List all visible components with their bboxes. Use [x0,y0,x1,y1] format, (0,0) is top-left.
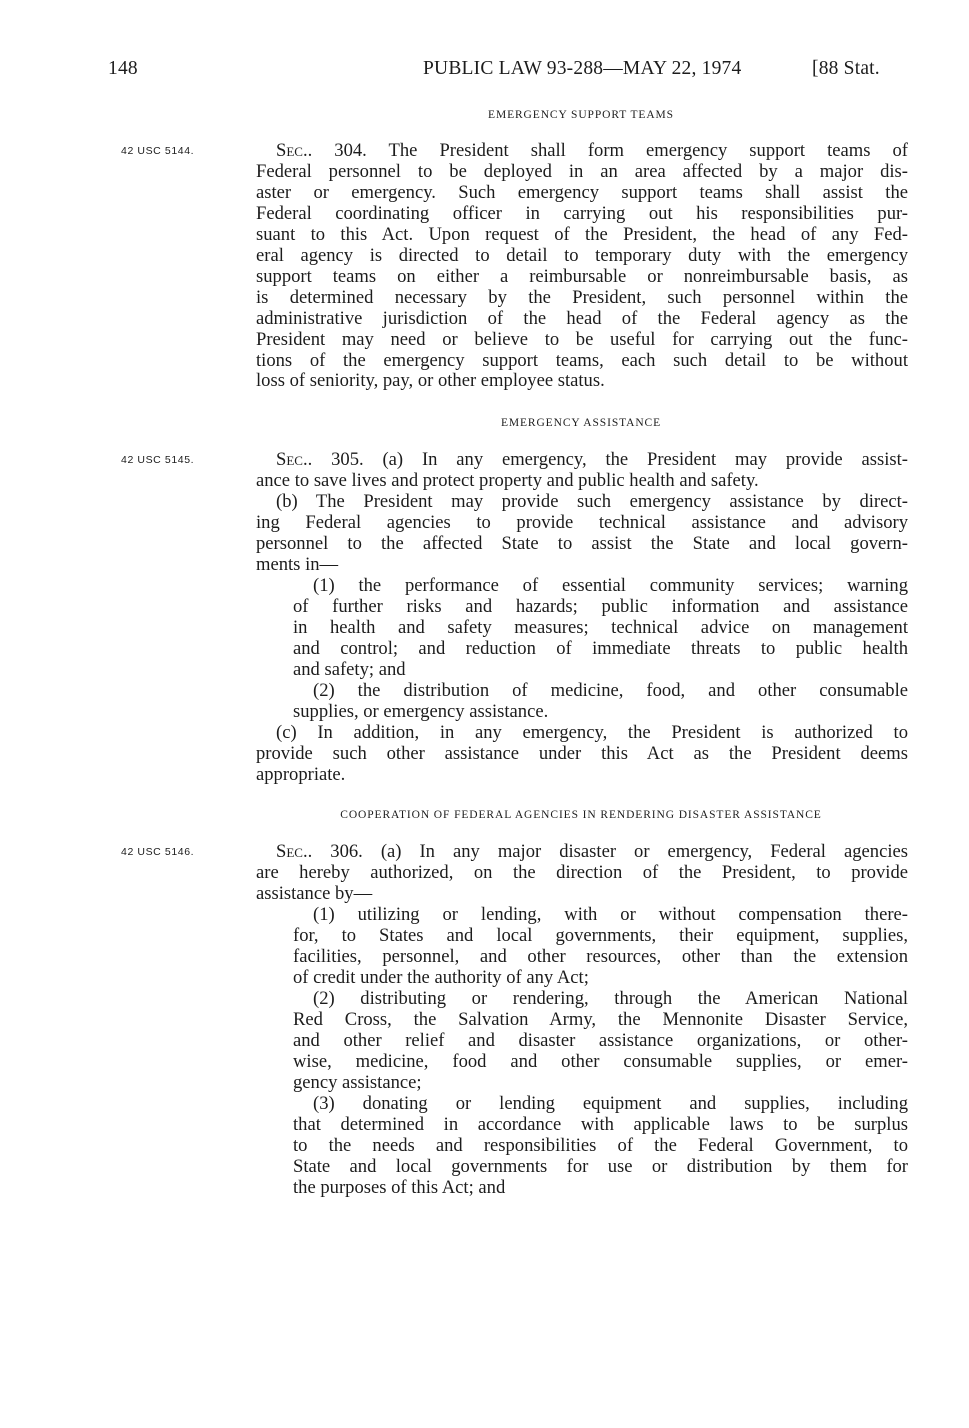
text-line: support teams on either a reimbursable or nonreimbursable basis, as [256,265,908,287]
text-line: Sec.. 306. (a) In any major disaster or emergency, Federal agencies [276,841,908,862]
text-line: supplies, or emergency assistance. [293,700,549,722]
text-line: Federal personnel to be deployed in an area affected by a major dis- [256,160,908,182]
text-line: loss of seniority, pay, or other employee status. [256,370,605,392]
section-305a-paragraph [256,450,908,492]
margin-citation: 42 USC 5146. [121,846,195,858]
text-line: (1) the performance of essential community services; warning [313,575,908,596]
margin-citation: 42 USC 5145. [121,454,195,466]
text-line: President may need or believe to be useful for carrying out the func- [256,328,908,350]
section-305c-paragraph [256,723,908,786]
text-line: to the needs and responsibilities of the Federal Government, to [293,1134,908,1156]
text-line: appropriate. [256,763,346,785]
text-line: for, to States and local governments, their equipment, supplies, [293,924,908,946]
text-line: (3) donating or lending equipment and supplies, including [313,1093,908,1114]
text-line: suant to this Act. Upon request of the President, the head of any Fed- [256,223,908,245]
section-305b1-paragraph [293,576,908,681]
section-heading: COOPERATION OF FEDERAL AGENCIES IN RENDERING DISASTER ASSISTANCE [340,809,822,821]
text-line: administrative jurisdiction of the head of the Federal agency as the [256,307,908,329]
running-title: PUBLIC LAW 93-288—MAY 22, 1974 [423,58,742,79]
statute-reference: [88 Stat. [812,58,880,79]
section-306a-paragraph [256,842,908,905]
text-line: Sec.. 305. (a) In any emergency, the President may provide assist- [276,449,908,470]
text-line: and other relief and disaster assistance organizations, or other- [293,1029,908,1051]
text-line: facilities, personnel, and other resources, other than the extension [293,945,908,967]
text-line: (2) the distribution of medicine, food, and other consumable [313,680,908,701]
section-label: Sec. [276,140,308,161]
text-line: wise, medicine, food and other consumable supplies, or emer- [293,1050,908,1072]
section-306a1-paragraph [293,905,908,989]
text-line: ance to save lives and protect property and public health and safety. [256,469,759,491]
text-line: personnel to the affected State to assist the State and local govern- [256,532,908,554]
text-line: that determined in accordance with applicable laws to be surplus [293,1113,908,1135]
text-line: of credit under the authority of any Act; [293,966,589,988]
text-line: are hereby authorized, on the direction of the President, to provide [256,861,908,883]
text-line: tions of the emergency support teams, each such detail to be without [256,349,908,371]
section-304-paragraph [256,141,908,392]
margin-citation: 42 USC 5144. [121,145,195,157]
text-line: the purposes of this Act; and [293,1176,506,1198]
section-306a3-paragraph [293,1094,908,1199]
text-line: (1) utilizing or lending, with or without compensation there- [313,904,908,925]
section-heading: EMERGENCY ASSISTANCE [500,417,662,429]
text-line: ing Federal agencies to provide technical assistance and advisory [256,511,908,533]
text-line: ments in— [256,553,339,575]
text-line: eral agency is directed to detail to temporary duty with the emergency [256,244,908,266]
page-number: 148 [108,58,138,79]
text-line: (2) distributing or rendering, through the American National [313,988,908,1009]
text-line: Sec.. 304. The President shall form emergency support teams of [276,140,908,161]
text-line: (c) In addition, in any emergency, the President is authorized to [276,722,908,743]
section-label: Sec. [276,841,308,862]
text-line: aster or emergency. Such emergency support teams shall assist the [256,181,908,203]
section-305b2-paragraph [293,681,908,723]
text-line: in health and safety measures; technical advice on management [293,616,908,638]
section-heading: EMERGENCY SUPPORT TEAMS [488,109,674,121]
text-line: Federal coordinating officer in carrying out his responsibilities pur- [256,202,908,224]
text-line: provide such other assistance under this Act as the President deems [256,742,908,764]
text-line: assistance by— [256,882,373,904]
section-label: Sec. [276,449,308,470]
text-line: is determined necessary by the President, such personnel within the [256,286,908,308]
text-line: of further risks and hazards; public information and assistance [293,595,908,617]
section-305b-paragraph [256,492,908,576]
text-line: gency assistance; [293,1071,422,1093]
text-line: State and local governments for use or distribution by them for [293,1155,908,1177]
section-306a2-paragraph [293,989,908,1094]
text-line: (b) The President may provide such emergency assistance by direct- [276,491,908,512]
text-line: and safety; and [293,658,406,680]
text-line: and control; and reduction of immediate threats to public health [293,637,908,659]
text-line: Red Cross, the Salvation Army, the Mennonite Disaster Service, [293,1008,908,1030]
